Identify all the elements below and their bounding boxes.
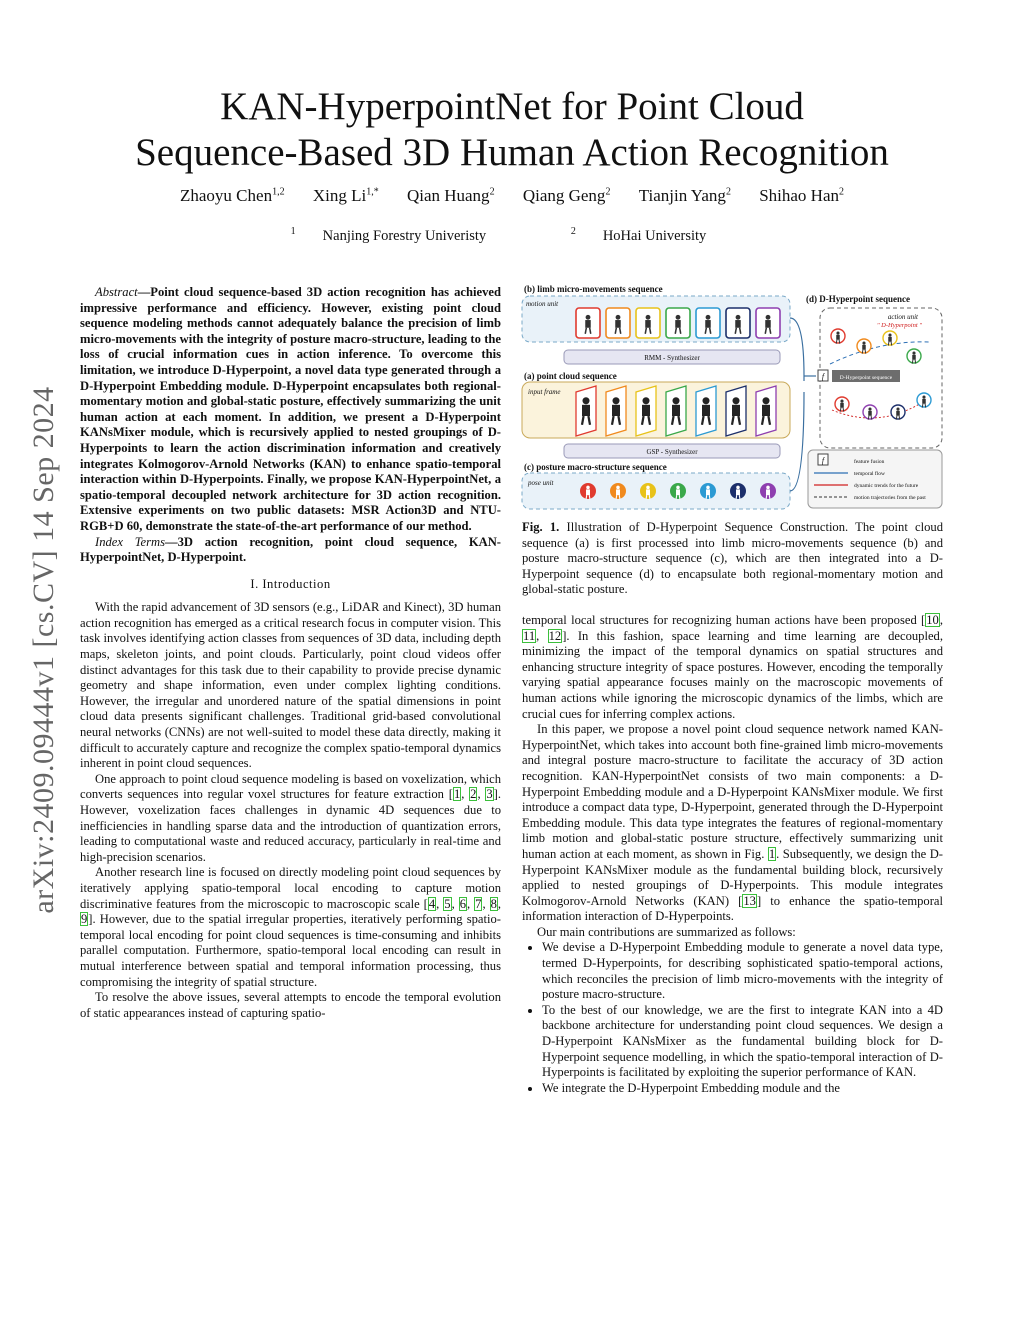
author-list: [80, 186, 944, 206]
affiliation: $^2$ HoHai University: [570, 226, 707, 244]
paper-title: [80, 84, 944, 176]
author: Shihao Han$^2$: [759, 186, 844, 205]
contribution-list: [522, 940, 943, 1096]
rmm-synthesizer-label: RMM - Synthesizer: [644, 354, 700, 362]
input-frame: [636, 386, 656, 436]
section-heading: I. Introduction: [250, 576, 331, 591]
citation-link[interactable]: 6: [459, 896, 467, 911]
input-frame: [696, 386, 716, 436]
list-item: • We devise a D-Hyperpoint Embedding module to generate a novel data type, termed D-Hyperpoints, for describing sophisticated spatio-temporal actions, which reconciles the precision of limb micro-movements with the integrity of posture macro-structure.: [542, 940, 943, 1002]
citation-link[interactable]: 13: [743, 893, 756, 908]
citation-link[interactable]: 7: [475, 896, 482, 911]
affiliations: [80, 226, 944, 245]
citation-link[interactable]: 11: [523, 628, 536, 643]
right-column: [522, 613, 943, 1096]
citation-link[interactable]: 12: [548, 628, 562, 643]
arxiv-identifier-text: arXiv:2409.09444v1 [cs.CV] 14 Sep 2024: [27, 386, 60, 914]
author: Qiang Geng$^2$: [522, 186, 611, 205]
author: Zhaoyu Chen$^{1,2}$: [180, 186, 285, 205]
legend-fusion: feature fusion: [854, 459, 885, 465]
citation-link[interactable]: 1: [453, 787, 461, 802]
action-unit-label: action unit: [887, 313, 918, 321]
citation-link[interactable]: 10: [926, 613, 939, 627]
legend-future: dynamic trends for the future: [854, 483, 919, 489]
citation-link[interactable]: 9: [81, 912, 88, 927]
fusion-symbol: f: [821, 372, 825, 381]
index-terms: [80, 535, 501, 566]
motion-units: [576, 308, 780, 338]
list-item: • To the best of our knowledge, we are the first to integrate KAN into a 4D backbone architecture for understanding point cloud sequences. We design a D-Hyperpoint KANsMixer as the fundamental building block for D-Hyperpoint sequence modelling, in which the spatio-temporal interaction of D-Hyperpoints is facilitated by exploiting the superior performance of KAN.: [542, 1003, 943, 1081]
index-terms-label: Index Terms: [95, 534, 166, 549]
author: Tianjin Yang$^2$: [638, 186, 731, 205]
right-paragraph-1: temporal local structures for recognizing human actions have been proposed [10, 11, 12]. In this fashion, space learning and time learning are decoupled, minimizing the impact of the temporal dynamics on spatial structures and enhancing structure integrity of space postures. However, encoding the temporally varying spatial appearance focuses mainly on the macroscopic movements of human actions while ignoring the microscopic dynamics of the limbs, which are crucial cues for inferring complex actions.: [522, 613, 943, 721]
abstract: [80, 285, 501, 535]
legend-past: motion trajectories from the past: [854, 495, 926, 501]
gsp-synthesizer-label: GSP - Synthesizer: [646, 448, 698, 456]
affiliation: $^1$ Nanjing Forestry Univeristy: [290, 226, 487, 244]
intro-paragraph-4: To resolve the above issues, several attempts to encode the temporal evolution of static appearances instead of capturing spatio-: [80, 990, 501, 1020]
figure-label-d: (d) D-Hyperpoint sequence: [806, 294, 910, 304]
intro-paragraph-2: One approach to point cloud sequence modeling is based on voxelization, which converts sequences into regular voxel structures for feature extraction [1, 2, 3]. However, voxelization faces challenges in dynamic 4D sequences due to inefficiencies in handling sparse data and the introduction of quantization errors, leading to computational waste and reduced accuracy, particularly in real-time and high-precision scenarios.: [80, 771, 502, 864]
motion-unit-label: motion unit: [526, 300, 559, 308]
arxiv-identifier: [22, 350, 66, 950]
figure-link[interactable]: 1: [768, 846, 776, 861]
figure-caption: [522, 520, 943, 598]
citation-link[interactable]: 3: [486, 787, 493, 802]
figure-label-a: (a) point cloud sequence: [524, 371, 617, 381]
abstract-label: Abstract: [95, 285, 138, 299]
pose-unit-label: pose unit: [528, 479, 554, 487]
d-hyperpoint-quote: " D-Hyperpoint ": [876, 322, 922, 329]
caption-text: Illustration of D-Hyperpoint Sequence Construction. The point cloud sequence (a) is first processed into limb micro-movements sequence (b) and posture macro-structure sequence (c), which are then integrated into a D-Hyperpoint sequence (d) to encapsulate both regional-momentary motion and global-static posture.: [522, 520, 944, 597]
citation-link[interactable]: 5: [444, 896, 451, 911]
index-terms-text: —3D action recognition, point cloud sequence, KAN-HyperpointNet, D-Hyperpoint.: [80, 534, 502, 565]
d-hyperpoint-box-label: D-Hyperpoint sequence: [839, 375, 893, 381]
author: Xing $Li^{1,*}$: [312, 186, 379, 205]
title-line-2: Sequence-Based 3D Human Action Recognition: [135, 131, 889, 174]
list-item: • We integrate the D-Hyperpoint Embedding module and the: [542, 1081, 943, 1097]
figure-label-c: (c) posture macro-structure sequence: [524, 462, 667, 472]
legend-fusion-f: f: [821, 456, 825, 465]
right-paragraph-2: In this paper, we propose a novel point cloud sequence network named KAN-HyperpointNet, which takes into account both fine-grained limb micro-movements and integral posture macro-structure to facilitate the accuracy of 3D action recognition. KAN-HyperpointNet consists of two main components: a D-Hyperpoint Embedding module and a D-Hyperpoint KANsMixer module. We first introduce a compact data type, D-Hyperpoint, generated through the D-Hyperpoint Embedding module. This data type integrates the features of regional-momentary limb motion and global-static posture structure, effectively summarizing unit human action at each moment, as shown in Fig. 1. Subsequently, we design the D-Hyperpoint KANsMixer module as the fundamental building block, recursively applied to nested groupings of D-Hyperpoints. This module integrates Kolmogorov-Arnold Networks (KAN) [13] to enhance the spatio-temporal information interaction of D-Hyperpoints.: [522, 722, 943, 924]
citation-link[interactable]: 4: [428, 896, 436, 911]
intro-paragraph-1: With the rapid advancement of 3D sensors (e.g., LiDAR and Kinect), 3D human action recognition has emerged as a critical research focus in computer vision. This task involves identifying action classes from sequences of 3D data, including depth maps, skeleton joints, and point clouds. Particularly, point cloud videos offer distinct advantages for this task due to their capability to provide precise dynamic geometry and shape information, even under complex lighting conditions. However, the irregular and unordered nature of the spatial dimensions in point cloud data presents significant challenges. Traditional grid-based convolutional neural networks (CNNs) are not well-suited to model these data directly, making it difficult to accurately capture and recognize the complex spatio-temporal dynamics inherent in point cloud sequences.: [80, 600, 501, 771]
legend-temporal: temporal flow: [854, 471, 886, 477]
figure-1: [520, 280, 944, 512]
flow-arrow: [790, 318, 804, 381]
flow-arrow: [790, 392, 804, 491]
input-frame: [606, 386, 626, 436]
input-frame-label: input frame: [528, 388, 561, 396]
left-column: [80, 285, 501, 1021]
caption-label: Fig. 1.: [522, 520, 560, 534]
citation-link[interactable]: 8: [490, 896, 497, 911]
title-line-1: KAN-HyperpointNet for Point Cloud: [220, 85, 804, 128]
right-paragraph-3: Our main contributions are summarized as follows:: [537, 924, 796, 939]
input-frame: [726, 386, 746, 436]
input-frames: [576, 386, 776, 436]
author: Qian Huang$^2$: [406, 186, 495, 205]
intro-paragraph-3: Another research line is focused on directly modeling point cloud sequences by iteratively applying spatio-temporal local encoding to capture motion discriminative features from the microscopic to macroscopic scale [4, 5, 6, 7, 8, 9]. However, due to the spatial irregular properties, iteratively performing spatio-temporal local encoding for point cloud sequences is time-consuming and inhibits parallel computation. Furthermore, spatio-temporal local encoding can result in mutual interference between spatial and temporal information processing, thus compromising the integrity of spatial structure.: [80, 865, 502, 989]
input-frame: [756, 386, 776, 436]
input-frame: [666, 386, 686, 436]
figure-label-b: (b) limb micro-movements sequence: [524, 284, 663, 294]
input-frame: [576, 386, 596, 436]
abstract-text: —Point cloud sequence-based 3D action recognition has achieved impressive performance and efficiency. However, existing point cloud sequence modeling methods cannot adequately balance the precision of limb micro-movements with the integrity of posture macro-structure, leading to the loss of crucial information cues in action inference. To overcome this limitation, we introduce D-Hyperpoint, a novel data type generated through a D-Hyperpoint Embedding module. D-Hyperpoint encapsulates both regional-momentary motion and global-static posture, effectively summarizing the unit human action at each moment. In addition, we present a D-Hyperpoint KANsMixer module, which is recursively applied to nested groupings of D-Hyperpoints to learn the action discrimination information and creatively integrates Kolmogorov-Arnold Networks (KAN) to enhance spatio-temporal interaction within D-Hyperpoints. Finally, we propose KAN-HyperpointNet, a spatio-temporal decoupled network architecture for 3D action recognition. Extensive experiments on two public datasets: MSR Action3D and NTU-RGB+D 60, demonstrate the state-of-the-art performance of our method.: [80, 285, 501, 533]
citation-link[interactable]: 2: [470, 787, 477, 802]
